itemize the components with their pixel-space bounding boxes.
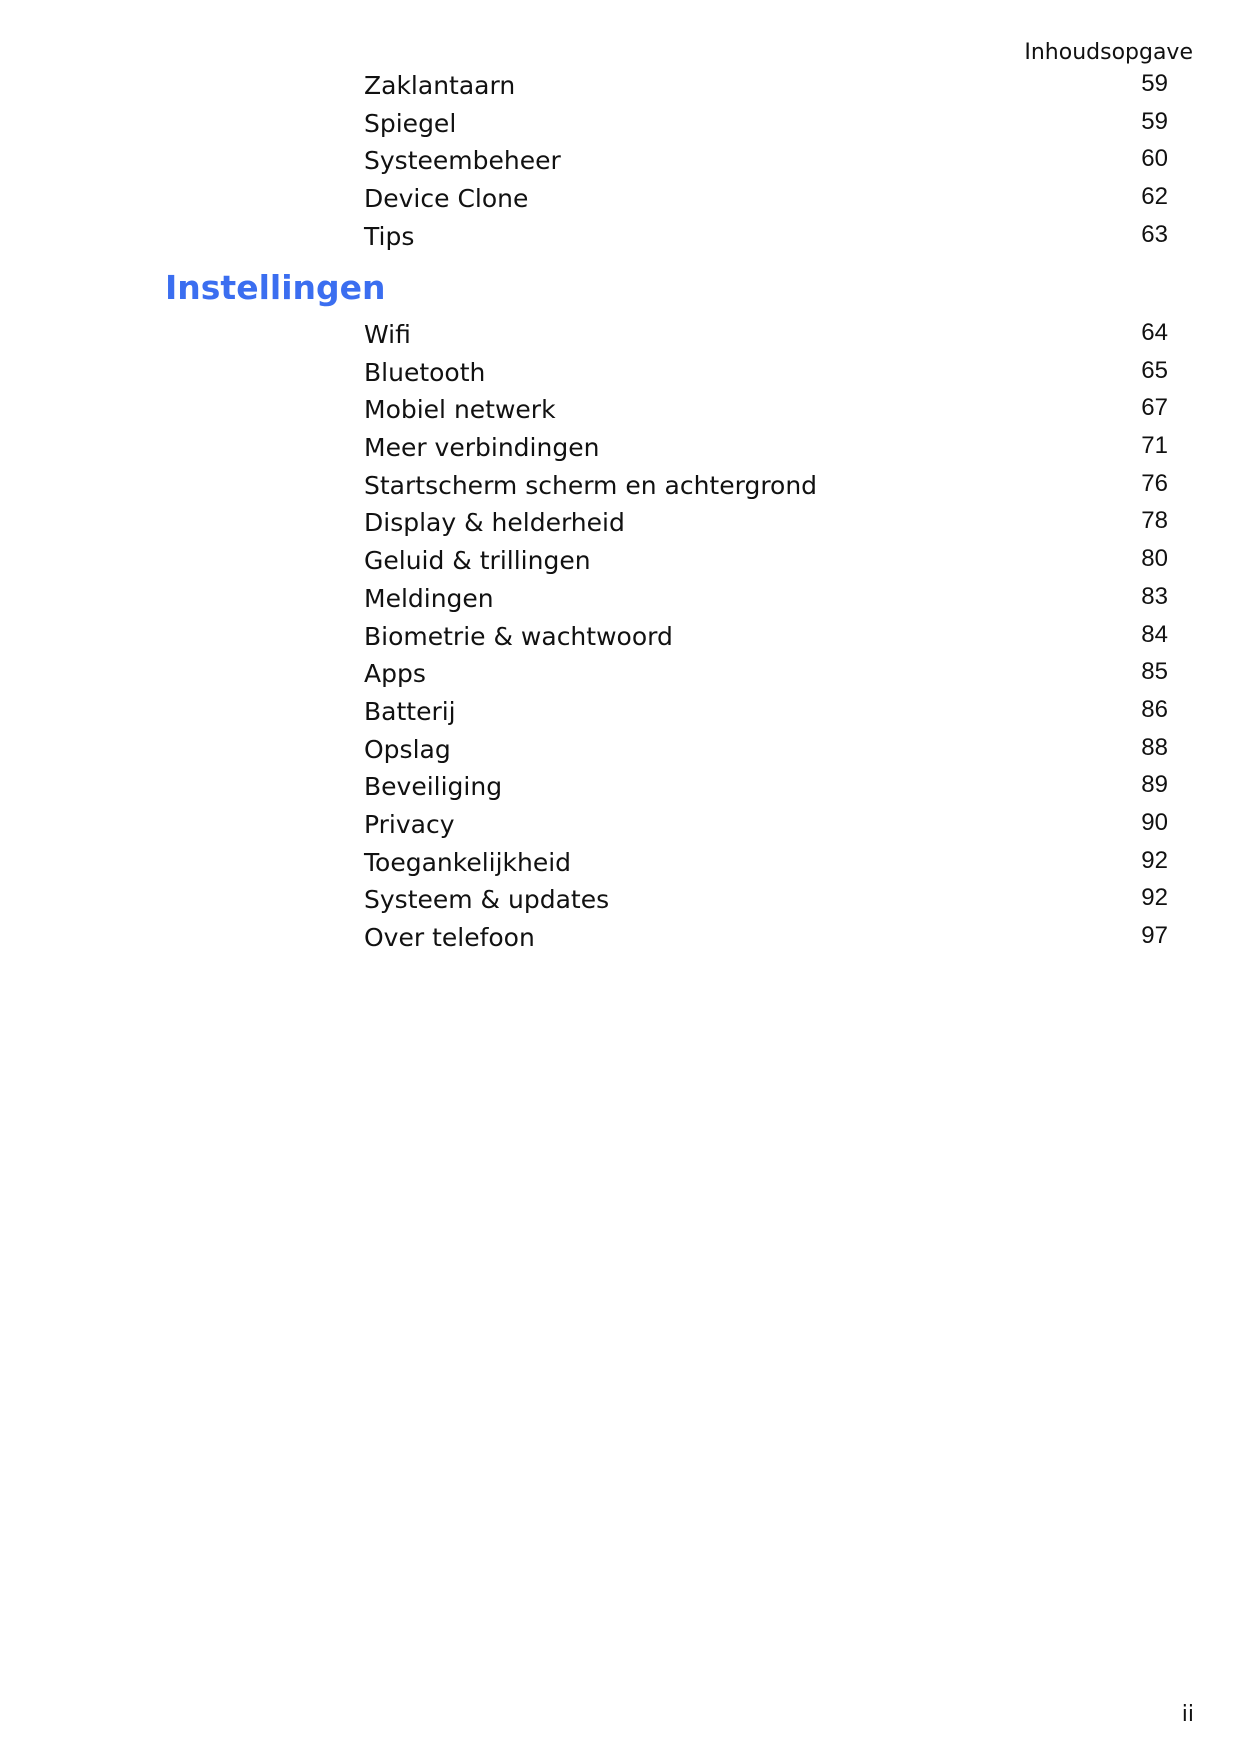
toc-entry-page: 67: [1141, 394, 1168, 422]
toc-entry[interactable]: [364, 504, 1169, 542]
toc-entry-page: 80: [1141, 545, 1168, 573]
toc-entry[interactable]: [364, 655, 1169, 693]
toc-list-continued: [364, 67, 1169, 255]
toc-entry-title: Toegankelijkheid: [364, 847, 572, 877]
toc-entry[interactable]: [364, 844, 1169, 882]
toc-entry-title: Opslag: [364, 734, 451, 764]
toc-entry[interactable]: [364, 618, 1169, 656]
toc-entry-page: 90: [1141, 808, 1168, 836]
toc-entry[interactable]: [364, 180, 1169, 218]
toc-entry-page: 97: [1141, 922, 1168, 949]
toc-entry[interactable]: [364, 542, 1169, 580]
toc-entry-title: Mobiel netwerk: [364, 395, 556, 425]
running-header: Inhoudsopgave: [1024, 40, 1193, 65]
toc-entry-page: 89: [1141, 771, 1168, 799]
toc-entry[interactable]: [364, 218, 1169, 256]
toc-entry-page: 65: [1141, 356, 1168, 384]
toc-entry[interactable]: [364, 105, 1169, 143]
toc-entry[interactable]: [364, 142, 1169, 180]
toc-entry-title: Over telefoon: [364, 923, 535, 952]
toc-entry-page: 60: [1141, 145, 1168, 173]
toc-entry[interactable]: [364, 919, 1169, 957]
toc-entry-page: 88: [1141, 733, 1168, 761]
toc-entry[interactable]: [364, 806, 1169, 844]
toc-entry[interactable]: [364, 67, 1169, 105]
toc-entry-title: Geluid & trillingen: [364, 546, 591, 576]
toc-entry-title: Startscherm scherm en achtergrond: [364, 470, 818, 500]
toc-entry[interactable]: [364, 580, 1169, 618]
toc-entry-page: 59: [1141, 107, 1168, 135]
toc-entry-page: 92: [1141, 884, 1168, 912]
toc-entry[interactable]: [364, 316, 1169, 354]
section-heading-instellingen[interactable]: Instellingen: [165, 268, 386, 307]
toc-entry-title: Batterij: [364, 696, 456, 726]
toc-entry-title: Meer verbindingen: [364, 433, 600, 463]
toc-entry-page: 59: [1141, 70, 1168, 97]
toc-entry[interactable]: [364, 391, 1169, 429]
toc-list-instellingen: [364, 316, 1169, 957]
toc-entry-page: 84: [1141, 620, 1168, 648]
toc-entry-title: Beveiliging: [364, 772, 503, 802]
toc-entry-title: Biometrie & wachtwoord: [364, 621, 673, 651]
toc-entry[interactable]: [364, 354, 1169, 392]
toc-entry-title: Spiegel: [364, 108, 457, 138]
toc-entry-page: 83: [1141, 582, 1168, 610]
toc-entry-page: 71: [1141, 432, 1168, 460]
toc-entry[interactable]: [364, 881, 1169, 919]
toc-entry-title: Systeem & updates: [364, 885, 610, 915]
toc-entry-title: Systeembeheer: [364, 146, 561, 176]
toc-entry-title: Bluetooth: [364, 357, 486, 387]
toc-entry-title: Privacy: [364, 809, 455, 839]
toc-entry-page: 92: [1141, 846, 1168, 874]
toc-entry[interactable]: [364, 731, 1169, 769]
toc-entry-page: 63: [1141, 220, 1168, 248]
toc-entry-title: Meldingen: [364, 583, 494, 613]
toc-entry-title: Apps: [364, 659, 426, 689]
toc-entry-page: 86: [1141, 695, 1168, 723]
toc-entry-title: Wifi: [364, 320, 411, 349]
toc-entry-title: Display & helderheid: [364, 508, 625, 538]
toc-entry-page: 76: [1141, 469, 1168, 497]
toc-entry-title: Zaklantaarn: [364, 71, 516, 100]
toc-entry-page: 78: [1141, 507, 1168, 535]
toc-entry-title: Tips: [364, 221, 415, 251]
toc-entry[interactable]: [364, 693, 1169, 731]
toc-entry[interactable]: [364, 429, 1169, 467]
toc-entry-page: 85: [1141, 658, 1168, 686]
toc-entry-page: 64: [1141, 319, 1168, 346]
toc-entry[interactable]: [364, 467, 1169, 505]
toc-entry-title: Device Clone: [364, 184, 529, 214]
toc-entry[interactable]: [364, 768, 1169, 806]
page-number: ii: [1181, 1702, 1194, 1727]
toc-entry-page: 62: [1141, 183, 1168, 211]
